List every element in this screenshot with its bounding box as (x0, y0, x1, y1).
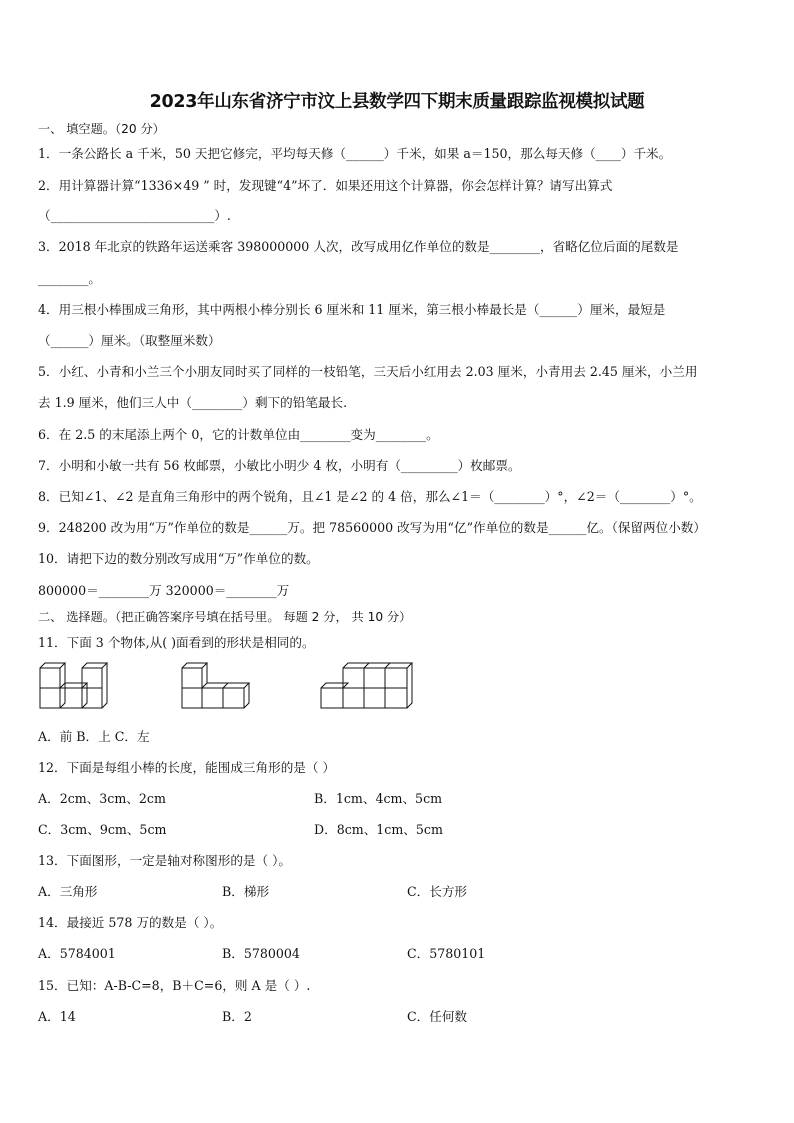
question-14: 14．最接近 578 万的数是（ ）。 (38, 915, 223, 930)
question-3-cont: ________。 (38, 271, 101, 286)
question-2-blank: （__________________________）. (38, 208, 231, 223)
question-14-option-b: B．5780004 (222, 946, 300, 961)
question-4-cont: （______）厘米。（取整厘米数） (38, 333, 221, 348)
question-10-answers: 800000＝________万 320000＝________万 (38, 583, 290, 598)
question-15-option-a: A．14 (38, 1009, 76, 1024)
question-10: 10．请把下边的数分别改写成用“万”作单位的数。 (38, 551, 319, 566)
question-7: 7．小明和小敏一共有 56 枚邮票，小敏比小明少 4 枚，小明有（_________）枚邮票。 (38, 458, 521, 473)
question-14-option-c: C．5780101 (407, 946, 486, 961)
question-15-option-c: C．任何数 (407, 1009, 468, 1024)
question-2: 2．用计算器计算“1336×49 ” 时，发现键“4”坏了．如果还用这个计算器，你会怎样计算？请写出算式 (38, 178, 613, 193)
question-13-option-a: A．三角形 (38, 884, 98, 899)
question-11-options: A．前 B．上 C．左 (38, 729, 150, 744)
cube-figure-3 (321, 663, 412, 708)
question-6: 6．在 2.5 的末尾添上两个 0，它的计数单位由________变为________。 (38, 427, 439, 442)
section-1-heading: 一、 填空题。（20 分） (38, 122, 165, 136)
question-15: 15．已知：A-B-C=8，B＋C=6，则 A 是（ ）. (38, 978, 311, 993)
question-9: 9．248200 改为用“万”作单位的数是______万。把 78560000 改写为用“亿”作单位的数是______亿。（保留两位小数） (38, 520, 706, 535)
question-14-option-a: A．5784001 (38, 946, 116, 961)
cube-figures (38, 660, 438, 716)
question-1: 1．一条公路长 a 千米，50 天把它修完，平均每天修（______）千米，如果 a＝150，那么每天修（____）千米。 (38, 146, 672, 161)
cube-figure-1 (40, 663, 107, 708)
question-5: 5．小红、小青和小兰三个小朋友同时买了同样的一枝铅笔，三天后小红用去 2.03 厘米，小青用去 2.45 厘米，小兰用 (38, 364, 698, 379)
question-12-option-c: C．3cm、9cm、5cm (38, 822, 167, 837)
question-13: 13．下面图形，一定是轴对称图形的是（ ）。 (38, 853, 292, 868)
question-4: 4．用三根小棒围成三角形，其中两根小棒分别长 6 厘米和 11 厘米，第三根小棒最长是（______）厘米，最短是 (38, 302, 666, 317)
question-5-cont: 去 1.9 厘米，他们三人中（________）剩下的铅笔最长. (38, 395, 348, 410)
question-13-option-c: C．长方形 (407, 884, 468, 899)
question-11: 11．下面 3 个物体,从( )面看到的形状是相同的。 (38, 635, 315, 650)
question-12-option-d: D．8cm、1cm、5cm (314, 822, 443, 837)
cube-figure-2 (182, 663, 249, 708)
page-title: 2023年山东省济宁市汶上县数学四下期末质量跟踪监视模拟试题 (149, 92, 645, 112)
question-15-option-b: B．2 (222, 1009, 252, 1024)
question-12: 12．下面是每组小棒的长度，能围成三角形的是（ ） (38, 760, 336, 775)
question-3: 3．2018 年北京的铁路年运送乘客 398000000 人次，改写成用亿作单位的数是________，省略亿位后面的尾数是 (38, 239, 679, 254)
question-8: 8．已知∠1、∠2 是直角三角形中的两个锐角，且∠1 是∠2 的 4 倍，那么∠1＝（________）°，∠2＝（________）°。 (38, 489, 702, 504)
question-12-option-b: B．1cm、4cm、5cm (314, 791, 443, 806)
section-2-heading: 二、 选择题。（把正确答案序号填在括号里。 每题 2 分， 共 10 分） (38, 610, 412, 624)
question-12-option-a: A．2cm、3cm、2cm (38, 791, 166, 806)
question-13-option-b: B．梯形 (222, 884, 270, 899)
